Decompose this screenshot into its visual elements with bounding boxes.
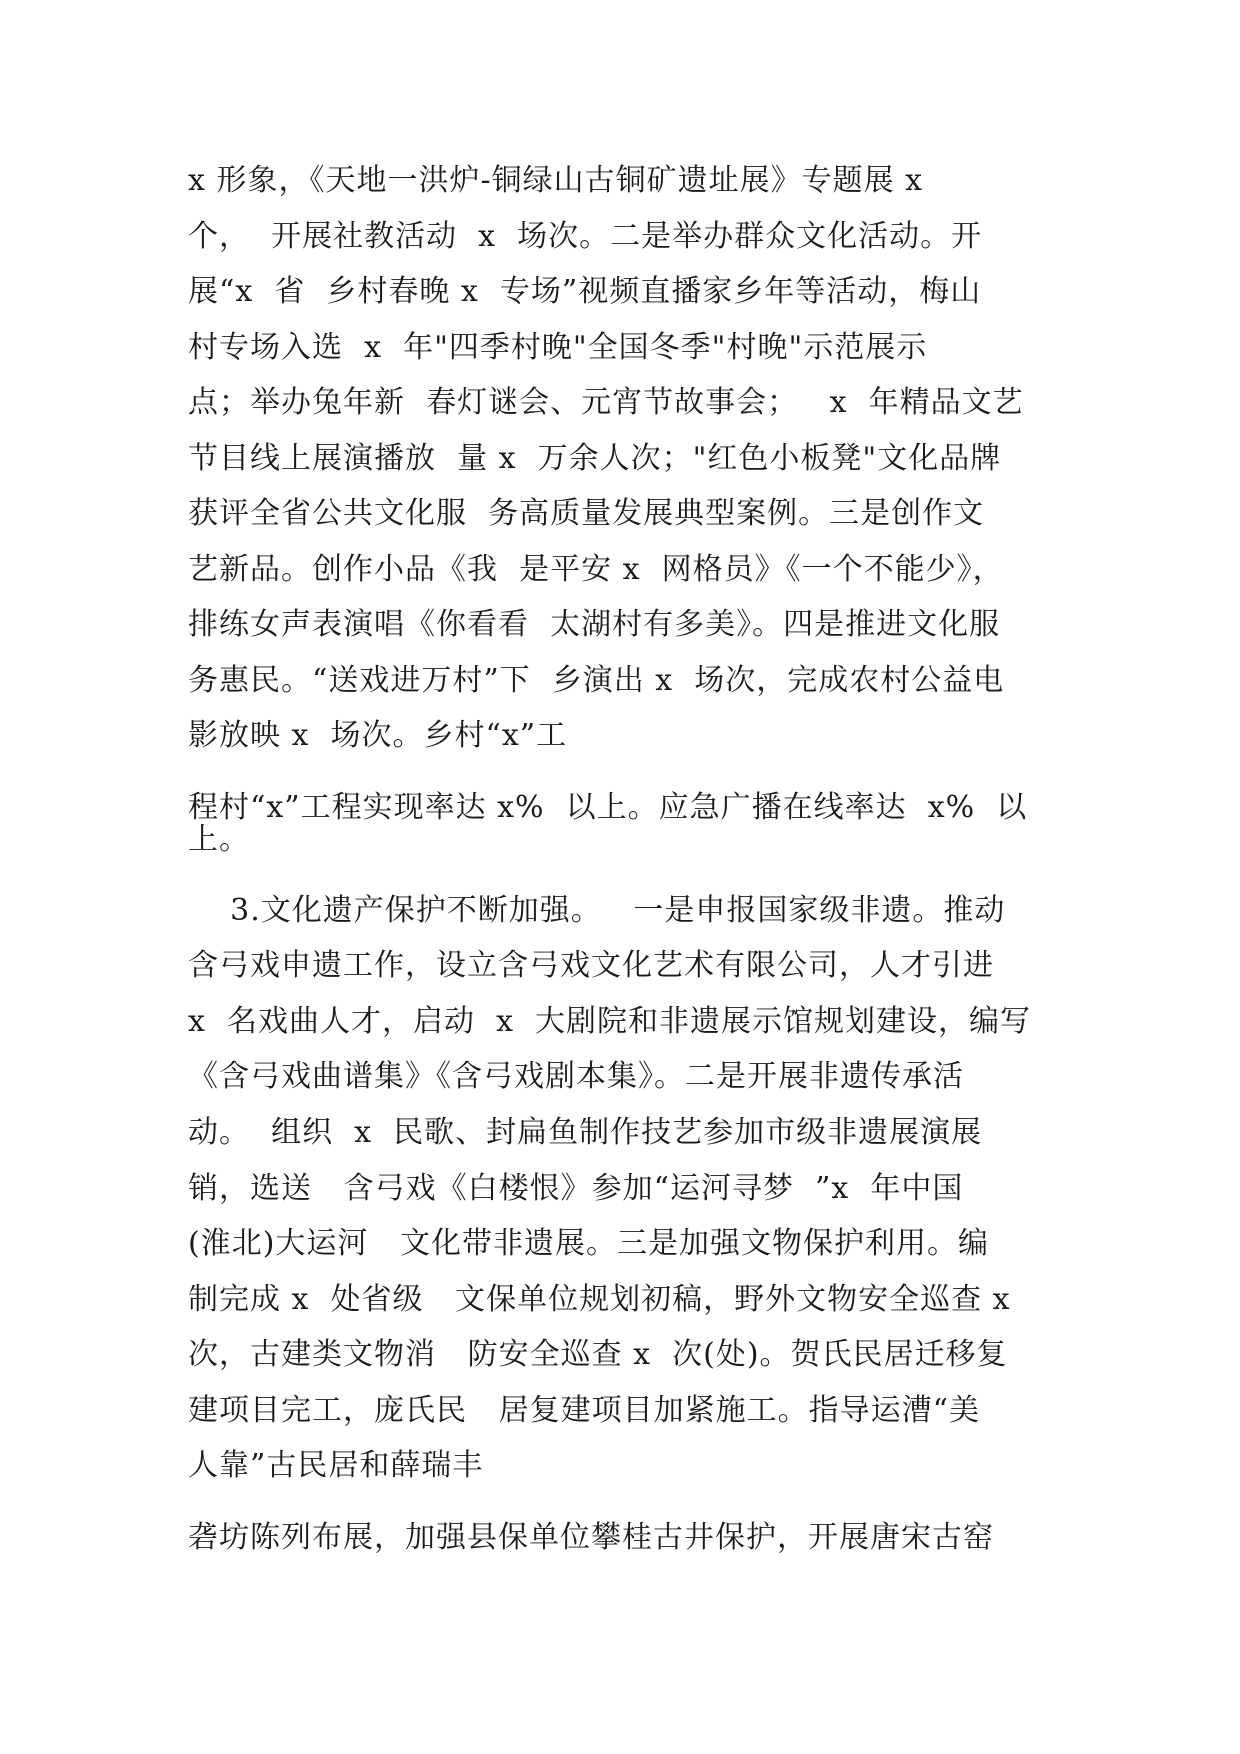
text-line: 制完成 x 处省级 文保单位规划初稿，野外文物安全巡查 x [188,1282,1011,1317]
text-line: 砻坊陈列布展，加强县保单位攀桂古井保护，开展唐宋古窑 [188,1520,994,1555]
section-heading-line: 3.文化遗产保护不断加强。 一是申报国家级非遗。推动 [188,893,1006,928]
text-line: 上。 [188,822,250,857]
text-line: x 形象，《天地一洪炉-铜绿山古铜矿遗址展》专题展 x [188,163,924,198]
text-line: 获评全省公共文化服 务高质量发展典型案例。三是创作文 [188,496,985,531]
text-line: 影放映 x 场次。乡村“x”工 [188,718,568,753]
text-line: 务惠民。“送戏进万村”下 乡演出 x 场次，完成农村公益电 [188,663,1005,698]
text-line: 销，选送 含弓戏《白楼恨》参加“运河寻梦 ”x 年中国 [188,1171,964,1206]
text-line: (淮北)大运河 文化带非遗展。三是加强文物保护利用。编 [188,1226,990,1261]
text-line: 村专场入选 x 年"四季村晚"全国冬季"村晚"示范展示 [188,330,928,365]
text-line: 节目线上展演播放 量 x 万余人次；"红色小板凳"文化品牌 [188,441,1002,476]
text-line: 人靠”古民居和薛瑞丰 [188,1448,484,1483]
text-line: 个， 开展社教活动 x 场次。二是举办群众文化活动。开 [188,219,983,254]
text-line: 《含弓戏曲谱集》《含弓戏剧本集》。二是开展非遗传承活 [188,1059,964,1094]
text-line: 含弓戏申遗工作，设立含弓戏文化艺术有限公司，人才引进 [188,948,994,983]
text-line: x 名戏曲人才，启动 x 大剧院和非遗展示馆规划建设，编写 [188,1004,1032,1039]
text-line: 排练女声表演唱《你看看 太湖村有多美》。四是推进文化服 [188,607,1001,642]
text-line: 展“x 省 乡村春晚 x 专场”视频直播家乡年等活动，梅山 [188,274,982,309]
text-line: 动。 组织 x 民歌、封扁鱼制作技艺参加市级非遗展演展 [188,1115,983,1150]
text-line: 建项目完工，庞氏民 居复建项目加紧施工。指导运漕“美 [188,1393,980,1428]
text-line: 程村“x”工程实现率达 x% 以上。应急广播在线率达 x% 以 [188,790,1028,825]
text-line: 艺新品。创作小品《我 是平安 x 网格员》《一个不能少》， [188,552,1004,587]
text-line: 点；举办兔年新 春灯谜会、元宵节故事会； x 年精品文艺 [188,385,1024,420]
text-line: 次，古建类文物消 防安全巡查 x 次(处)。贺氏民居迁移复 [188,1337,1008,1372]
